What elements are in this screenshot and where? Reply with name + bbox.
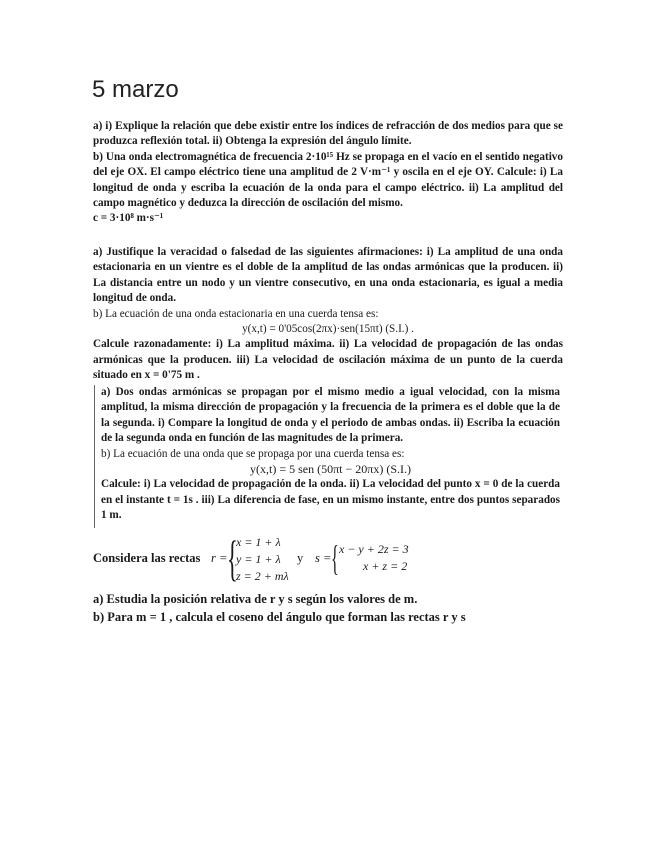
question-4-part-a: a) Estudia la posición relativa de r y s según los valores de m. <box>93 592 418 606</box>
brace-s: { <box>331 538 339 578</box>
page-title: 5 marzo <box>92 76 179 103</box>
line-r-eq-z: z = 2 + mλ <box>236 569 289 583</box>
line-r-eq-x: x = 1 + λ <box>236 535 281 549</box>
brace-r: { <box>227 530 238 586</box>
question-3-part-b-intro: b) La ecuación de una onda que se propaga por una cuerda tensa es: <box>101 447 405 460</box>
question-2-part-a: a) Justifique la veracidad o falsedad de las siguientes afirmaciones: i) La amplitud de una onda estacionaria en un vientre es el doble de la amplitud de las ondas armónicas que la producen. ii) La distancia entre un nodo y un vientre consecutivo, en una onda estacionaria, es igual a media longitud de onda. <box>93 246 563 305</box>
line-r-equations <box>236 534 289 585</box>
question-1-part-b: b) Una onda electromagnética de frecuencia 2·10¹⁵ Hz se propaga en el vacío en el sentido negativo del eje OX. El campo eléctrico tiene una amplitud de 2 V·m⁻¹ y oscila en el eje OY. Calcule: i) La longitud de onda y escriba la ecuación de la onda para el campo eléctrico. ii) La amplitud del campo magnético y deduzca la dirección de oscilación del mismo. <box>93 150 563 210</box>
line-r-name: r = <box>211 551 228 565</box>
question-4-part-b: b) Para m = 1 , calcula el coseno del ángulo que forman las rectas r y s <box>93 610 466 624</box>
question-3 <box>101 385 560 524</box>
conjunction-y: y <box>297 551 304 565</box>
question-2-part-b-intro: b) La ecuación de una onda estacionaria en una cuerda tensa es: <box>93 307 379 320</box>
question-4 <box>93 530 563 626</box>
question-3-equation: y(x,t) = 5 sen (50πt − 20πx) (S.I.) <box>250 462 411 477</box>
line-r-eq-y: y = 1 + λ <box>236 552 281 566</box>
question-1-constant: c = 3·10⁸ m·s⁻¹ <box>93 212 164 225</box>
line-systems <box>93 530 563 586</box>
question-2-equation: y(x,t) = 0'05cos(2πx)·sen(15πt) (S.I.) . <box>242 323 414 336</box>
question-2 <box>93 245 563 384</box>
question-4-label: Considera las rectas <box>93 551 201 565</box>
line-s-equations <box>339 541 409 575</box>
line-s-eq-2: x + z = 2 <box>363 559 408 573</box>
question-3-margin-bar <box>94 385 95 528</box>
question-1-part-a: a) i) Explique la relación que debe existir entre los índices de refracción de dos medios para que se produzca reflexión total. ii) Obtenga la expresión del ángulo límite. <box>93 120 563 148</box>
question-1 <box>93 119 563 227</box>
question-3-part-a: a) Dos ondas armónicas se propagan por el mismo medio a igual velocidad, con la misma amplitud, la misma dirección de propagación y la frecuencia de la primera es el doble que la de la segunda. i) Compare la longitud de onda y el periodo de ambas ondas. ii) Escriba la ecuación de la segunda onda en función de las magnitudes de la primera. <box>101 386 560 445</box>
line-s-eq-1: x − y + 2z = 3 <box>339 542 409 556</box>
question-3-part-b-rest: Calcule: i) La velocidad de propagación de la onda. ii) La velocidad del punto x = 0 de la cuerda en el instante t = 1s . iii) La diferencia de fase, en un mismo instante, entre dos puntos separados 1 m. <box>101 478 560 522</box>
line-s-name: s = <box>315 551 332 565</box>
question-2-part-b-rest: Calcule razonadamente: i) La amplitud máxima. ii) La velocidad de propagación de las ondas armónicas que la producen. iii) La velocidad de oscilación máxima de un punto de la cuerda situado en x = 0'75 m . <box>93 338 563 382</box>
